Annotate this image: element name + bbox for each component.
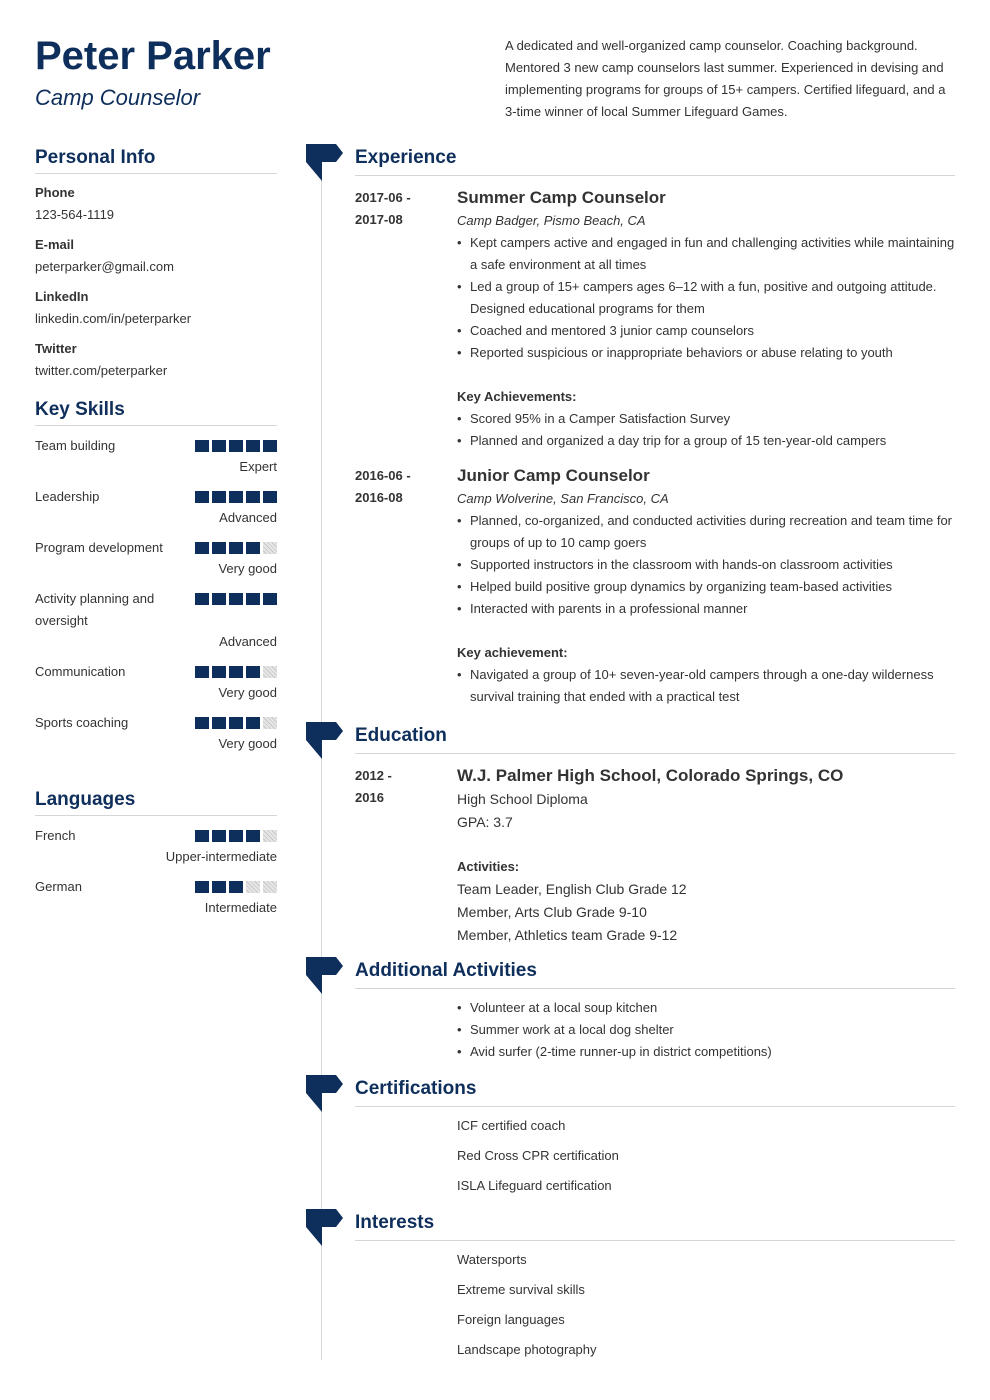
skill-rating: [195, 666, 277, 678]
experience-title: Experience: [355, 147, 457, 168]
profile-summary: A dedicated and well-organized camp counselor. Coaching background. Mentored 3 new camp counselors last summer. Experienced in devising and implementing programs for groups of 15+ campers. Certified lifeguard, and a 3-time winner of local Summer Lifeguard Games.: [505, 38, 946, 119]
info-item-linkedin: [35, 286, 277, 330]
list-item: • Planned and organized a day trip for a group of 15 ten-year-old campers: [457, 430, 957, 452]
job-bullets: [457, 232, 957, 364]
skill-rating: [195, 491, 277, 503]
certifications-title: Certifications: [355, 1078, 477, 1099]
date-start: 2016-06 -: [355, 468, 411, 483]
twitter-value: twitter.com/peterparker: [35, 363, 168, 378]
rating-square-filled: [246, 542, 260, 554]
skill-level: Very good: [218, 561, 277, 576]
experience-header: [355, 146, 955, 176]
skill-name: Sports coaching: [35, 715, 129, 730]
section-divider: [355, 753, 955, 754]
list-item: Foreign languages: [457, 1312, 565, 1327]
skill-level: Advanced: [219, 634, 277, 649]
rating-square-filled: [229, 593, 243, 605]
rating-square-filled: [246, 666, 260, 678]
job-entry: [457, 464, 957, 708]
email-value: peterparker@gmail.com: [35, 259, 174, 274]
rating-square-filled: [212, 491, 226, 503]
rating-square-filled: [229, 666, 243, 678]
section-divider: [355, 1240, 955, 1241]
skill-name: Leadership: [35, 489, 100, 504]
skill-rating: [195, 542, 277, 554]
rating-square-filled: [195, 440, 209, 452]
rating-square-empty: [263, 717, 277, 729]
list-item: Extreme survival skills: [457, 1282, 585, 1297]
info-item-email: [35, 234, 277, 278]
certifications-header: [355, 1077, 955, 1107]
info-item-phone: [35, 182, 277, 226]
section-flag-icon: [306, 957, 343, 994]
languages-section: [35, 788, 277, 918]
list-item: • Reported suspicious or inappropriate behaviors or abuse relating to youth: [457, 342, 957, 364]
job-entry: [457, 186, 957, 452]
rating-square-empty: [246, 881, 260, 893]
key-skills-title: Key Skills: [35, 399, 125, 420]
gpa: GPA: 3.7: [457, 814, 513, 830]
section-flag-icon: [306, 1075, 343, 1112]
skill-item: [35, 661, 277, 703]
job-dates: [355, 465, 411, 509]
rating-square-filled: [212, 881, 226, 893]
language-rating: [195, 881, 277, 893]
personal-info-title: Personal Info: [35, 147, 156, 168]
rating-square-filled: [195, 717, 209, 729]
skill-item: [35, 712, 277, 754]
list-item: • Summer work at a local dog shelter: [457, 1019, 957, 1041]
list-item: ISLA Lifeguard certification: [457, 1178, 612, 1193]
job-title: Summer Camp Counselor: [457, 188, 666, 207]
section-flag-icon: [306, 144, 343, 181]
language-name: French: [35, 828, 76, 843]
language-item: [35, 876, 277, 918]
education-header: [355, 724, 955, 754]
skill-level: Very good: [218, 736, 277, 751]
rating-square-filled: [263, 593, 277, 605]
rating-square-filled: [229, 440, 243, 452]
rating-square-filled: [229, 881, 243, 893]
list-item: Landscape photography: [457, 1342, 597, 1357]
skill-name: Program development: [35, 540, 163, 555]
list-item: ICF certified coach: [457, 1118, 566, 1133]
candidate-name: Peter Parker: [35, 34, 271, 78]
section-flag-icon: [306, 722, 343, 759]
info-label: LinkedIn: [35, 289, 89, 304]
section-divider: [355, 988, 955, 989]
rating-square-filled: [212, 440, 226, 452]
list-item: • Interacted with parents in a professional manner: [457, 598, 957, 620]
rating-square-filled: [229, 491, 243, 503]
languages-title: Languages: [35, 789, 136, 810]
rating-square-filled: [195, 593, 209, 605]
skill-item: [35, 588, 277, 652]
list-item: Watersports: [457, 1252, 527, 1267]
skill-name: Activity planning and oversight: [35, 591, 155, 628]
rating-square-empty: [263, 542, 277, 554]
interests-title: Interests: [355, 1212, 435, 1233]
skill-rating: [195, 717, 277, 729]
achievements-list: [457, 664, 957, 708]
date-end: 2016-08: [355, 490, 403, 505]
achievements-list: [457, 408, 957, 452]
list-item: Red Cross CPR certification: [457, 1148, 619, 1163]
rating-square-filled: [195, 491, 209, 503]
rating-square-filled: [212, 666, 226, 678]
rating-square-empty: [263, 830, 277, 842]
personal-info-section: [35, 146, 277, 382]
job-company: Camp Wolverine, San Francisco, CA: [457, 491, 669, 506]
phone-value: 123-564-1119: [35, 207, 115, 222]
rating-square-filled: [246, 830, 260, 842]
interests-header: [355, 1211, 955, 1241]
section-flag-icon: [306, 1209, 343, 1246]
date-end: 2016: [355, 790, 384, 805]
list-item: • Led a group of 15+ campers ages 6–12 with a fun, positive and outgoing attitude. Designed educational programs for them: [457, 276, 957, 320]
skill-item: [35, 435, 277, 477]
rating-square-filled: [263, 491, 277, 503]
job-bullets: [457, 510, 957, 620]
info-label: E-mail: [35, 237, 75, 252]
rating-square-filled: [212, 830, 226, 842]
list-item: • Coached and mentored 3 junior camp counselors: [457, 320, 957, 342]
interests-list: [457, 1245, 957, 1365]
section-divider: [355, 175, 955, 176]
rating-square-filled: [246, 491, 260, 503]
timeline-line: [321, 160, 322, 1360]
education-entry: [457, 764, 957, 947]
date-start: 2012 -: [355, 768, 392, 783]
list-item: • Planned, co-organized, and conducted activities during recreation and team time for groups of up to 10 camp goers: [457, 510, 957, 554]
list-item: • Helped build positive group dynamics by organizing team-based activities: [457, 576, 957, 598]
achievements-heading: Key achievement:: [457, 645, 568, 660]
skill-item: [35, 486, 277, 528]
language-rating: [195, 830, 277, 842]
list-item: • Volunteer at a local soup kitchen: [457, 997, 957, 1019]
language-item: [35, 825, 277, 867]
list-item: Member, Arts Club Grade 9-10: [457, 904, 647, 920]
rating-square-empty: [263, 666, 277, 678]
date-end: 2017-08: [355, 212, 403, 227]
info-label: Twitter: [35, 341, 77, 356]
skill-name: Communication: [35, 664, 126, 679]
skill-rating: [195, 593, 277, 605]
language-level: Intermediate: [204, 900, 277, 915]
additional-activities-header: [355, 959, 955, 989]
rating-square-filled: [212, 542, 226, 554]
skill-name: Team building: [35, 438, 116, 453]
skill-item: [35, 537, 277, 579]
section-divider: [355, 1106, 955, 1107]
degree: High School Diploma: [457, 791, 588, 807]
list-item: • Scored 95% in a Camper Satisfaction Survey: [457, 408, 957, 430]
job-title: Camp Counselor: [35, 85, 201, 110]
education-dates: [355, 765, 392, 809]
key-skills-section: [35, 398, 277, 754]
rating-square-filled: [246, 593, 260, 605]
rating-square-filled: [246, 440, 260, 452]
rating-square-empty: [263, 881, 277, 893]
info-label: Phone: [35, 185, 75, 200]
rating-square-filled: [212, 717, 226, 729]
job-company: Camp Badger, Pismo Beach, CA: [457, 213, 646, 228]
list-item: • Navigated a group of 10+ seven-year-old campers through a one-day wilderness survival training that ended with a practical test: [457, 664, 957, 708]
rating-square-filled: [195, 666, 209, 678]
linkedin-value: linkedin.com/in/peterparker: [35, 311, 192, 326]
job-dates: [355, 187, 411, 231]
list-item: • Supported instructors in the classroom with hands-on classroom activities: [457, 554, 957, 576]
rating-square-filled: [229, 542, 243, 554]
language-name: German: [35, 879, 82, 894]
date-start: 2017-06 -: [355, 190, 411, 205]
additional-activities-list: [457, 997, 957, 1063]
rating-square-filled: [229, 717, 243, 729]
rating-square-filled: [246, 717, 260, 729]
list-item: • Avid surfer (2-time runner-up in district competitions): [457, 1041, 957, 1063]
achievements-heading: Key Achievements:: [457, 389, 577, 404]
activities-heading: Activities:: [457, 859, 520, 874]
skill-rating: [195, 440, 277, 452]
skill-level: Very good: [218, 685, 277, 700]
school-name: W.J. Palmer High School, Colorado Springs, CO: [457, 766, 844, 785]
rating-square-filled: [195, 542, 209, 554]
rating-square-filled: [195, 830, 209, 842]
skill-level: Expert: [239, 459, 277, 474]
job-title: Junior Camp Counselor: [457, 466, 650, 485]
rating-square-filled: [212, 593, 226, 605]
info-item-twitter: [35, 338, 277, 382]
additional-activities-title: Additional Activities: [355, 960, 537, 981]
education-title: Education: [355, 725, 447, 746]
skill-level: Advanced: [219, 510, 277, 525]
list-item: Member, Athletics team Grade 9-12: [457, 927, 678, 943]
certifications-list: [457, 1111, 957, 1201]
rating-square-filled: [263, 440, 277, 452]
list-item: Team Leader, English Club Grade 12: [457, 881, 687, 897]
rating-square-filled: [229, 830, 243, 842]
language-level: Upper-intermediate: [165, 849, 277, 864]
rating-square-filled: [195, 881, 209, 893]
list-item: • Kept campers active and engaged in fun and challenging activities while maintaining a safe environment at all times: [457, 232, 957, 276]
